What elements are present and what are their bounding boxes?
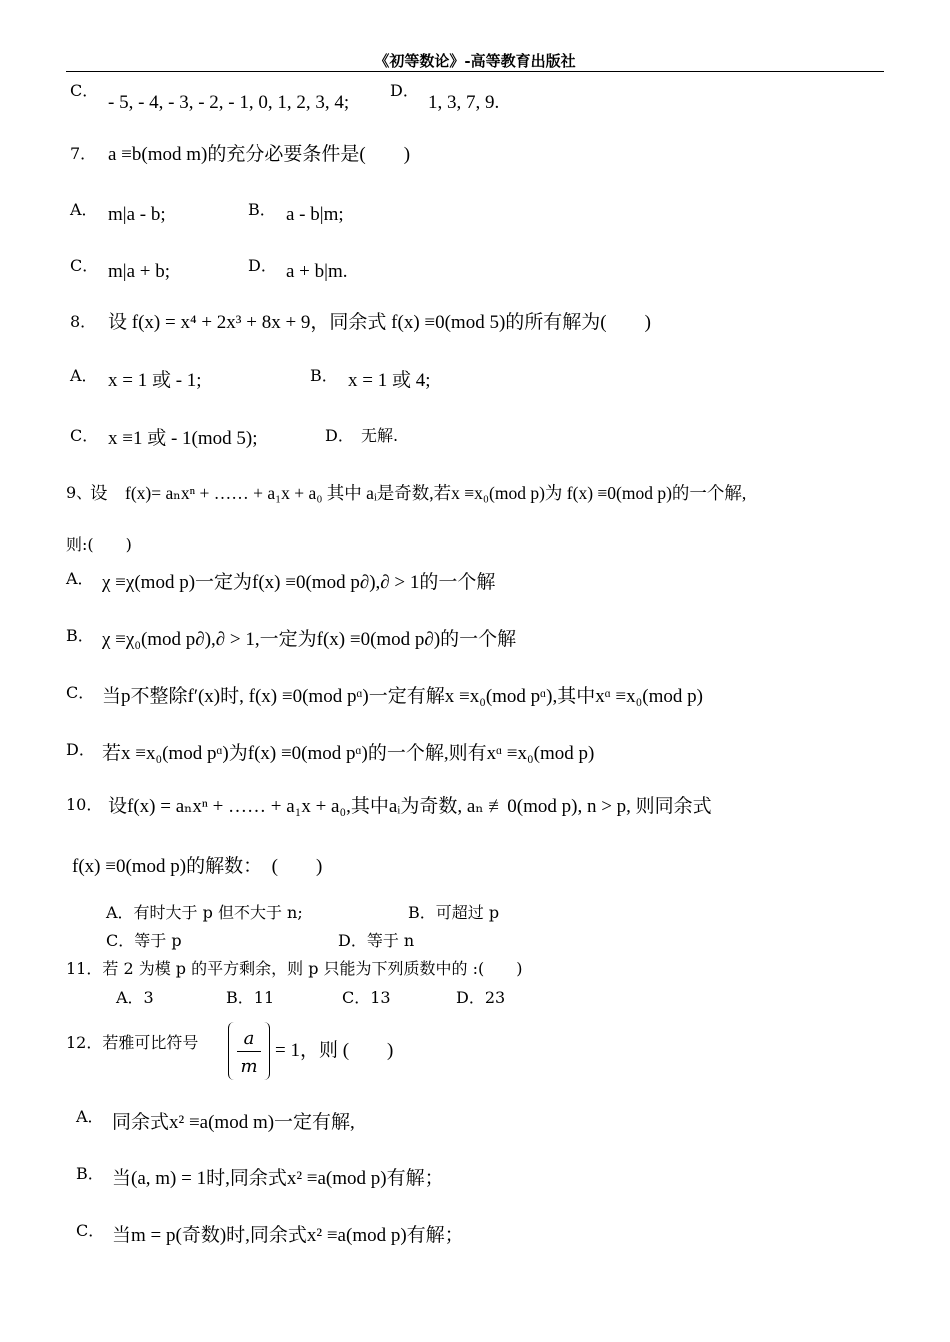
q6-option-c-text: - 5, - 4, - 3, - 2, - 1, 0, 1, 2, 3, 4; — [108, 92, 350, 113]
q12-option-a-text: 同余式x² ≡a(mod m)一定有解, — [112, 1112, 355, 1133]
q8-option-d-text: 无解. — [361, 426, 399, 445]
q7-number: 7． — [70, 144, 97, 163]
q7-option-b-text: a - b|m; — [286, 204, 344, 225]
q10-option-a: A．有时大于 p 但不大于 n; — [106, 903, 303, 922]
q7-stem: a ≡b(mod m)的充分必要条件是( ) — [108, 144, 411, 165]
q7-option-d-text: a + b|m. — [286, 261, 348, 282]
q9-stem-continuation: 则:( ) — [66, 535, 132, 554]
q10-stem: 设f(x) = aₙxⁿ + …… + a₁x + a₀,其中aᵢ为奇数, aₙ ≢0(mod p), n > p, 则同余式 — [108, 796, 712, 817]
q12-stem-suffix: = 1，则 ( ) — [275, 1040, 394, 1061]
q12-option-b-text: 当(a, m) = 1时,同余式x² ≡a(mod p)有解； — [112, 1168, 444, 1189]
q8-number: 8． — [70, 312, 97, 331]
fraction-bar — [237, 1051, 261, 1052]
q9-option-c-label: C． — [66, 683, 95, 702]
q11-option-a: A．3 — [116, 988, 154, 1007]
jacobi-denominator: m — [240, 1056, 258, 1077]
q8-option-b-text: x = 1 或 4; — [348, 370, 431, 391]
q12-option-a-label: A． — [76, 1107, 104, 1126]
q8-option-d-label: D． — [325, 426, 354, 445]
q10-number: 10． — [66, 795, 103, 814]
q9-number: 9、 — [66, 483, 93, 502]
q7-option-c-label: C． — [70, 256, 99, 275]
q9-option-c-text: 当p不整除f′(x)时, f(x) ≡0(mod pᵅ)一定有解x ≡x₀(mod pᵅ),其中xᵅ ≡x₀(mod p) — [102, 686, 703, 707]
page-header-title: 《初等数论》-高等教育出版社 — [374, 52, 576, 70]
q9-option-d-label: D． — [66, 740, 95, 759]
jacobi-symbol — [228, 1022, 270, 1080]
q7-option-a-text: m|a - b; — [108, 204, 166, 225]
q6-option-d-label: D． — [390, 81, 419, 100]
q8-option-c-label: C． — [70, 426, 99, 445]
q12-option-c-label: C． — [76, 1221, 105, 1240]
q9-stem: 设 f(x)= aₙxⁿ + …… + a₁x + a₀ 其中 aᵢ是奇数,若x ≡x₀(mod p)为 f(x) ≡0(mod p)的一个解, — [90, 483, 747, 503]
header-rule — [66, 71, 884, 72]
q11-option-c: C．13 — [342, 988, 391, 1007]
q12-option-b-label: B． — [76, 1164, 104, 1183]
q12-option-c-text: 当m = p(奇数)时,同余式x² ≡a(mod p)有解； — [112, 1225, 464, 1246]
q7-option-d-label: D． — [248, 256, 277, 275]
q10-option-c: C．等于 p — [106, 931, 182, 950]
q6-option-d-text: 1, 3, 7, 9. — [428, 92, 500, 113]
q9-option-b-label: B． — [66, 626, 94, 645]
q9-option-b-text: χ ≡χ₀(mod p∂),∂ > 1,一定为f(x) ≡0(mod p∂)的一个解 — [102, 629, 517, 650]
q11-option-d: D．23 — [456, 988, 506, 1007]
q11-option-b: B．11 — [226, 988, 275, 1007]
q9-option-d-text: 若x ≡x₀(mod pᵅ)为f(x) ≡0(mod pᵅ)的一个解,则有xᵅ ≡x₀(mod p) — [102, 743, 595, 764]
q8-option-a-label: A． — [70, 366, 98, 385]
jacobi-numerator: a — [243, 1028, 255, 1049]
q8-stem: 设 f(x) = x⁴ + 2x³ + 8x + 9，同余式 f(x) ≡0(mod 5)的所有解为( ) — [108, 312, 651, 333]
q7-option-b-label: B． — [248, 200, 276, 219]
q12-stem-prefix: 12．若雅可比符号 — [66, 1033, 199, 1052]
q7-option-c-text: m|a + b; — [108, 261, 171, 282]
q10-option-d: D．等于 n — [338, 931, 415, 950]
q8-option-a-text: x = 1 或 - 1; — [108, 370, 202, 391]
q10-option-b: B．可超过 p — [408, 903, 500, 922]
q8-option-b-label: B． — [310, 366, 338, 385]
q11-stem: 11．若 2 为模 p 的平方剩余，则 p 只能为下列质数中的 :( ) — [66, 959, 523, 978]
q7-option-a-label: A． — [70, 200, 98, 219]
q9-option-a-text: χ ≡χ(mod p)一定为f(x) ≡0(mod p∂),∂ > 1的一个解 — [102, 572, 496, 593]
q8-option-c-text: x ≡1 或 - 1(mod 5); — [108, 428, 258, 449]
q9-option-a-label: A． — [66, 569, 94, 588]
q6-option-c-label: C． — [70, 81, 99, 100]
q10-stem-continuation: f(x) ≡0(mod p)的解数： ( ) — [72, 856, 323, 877]
